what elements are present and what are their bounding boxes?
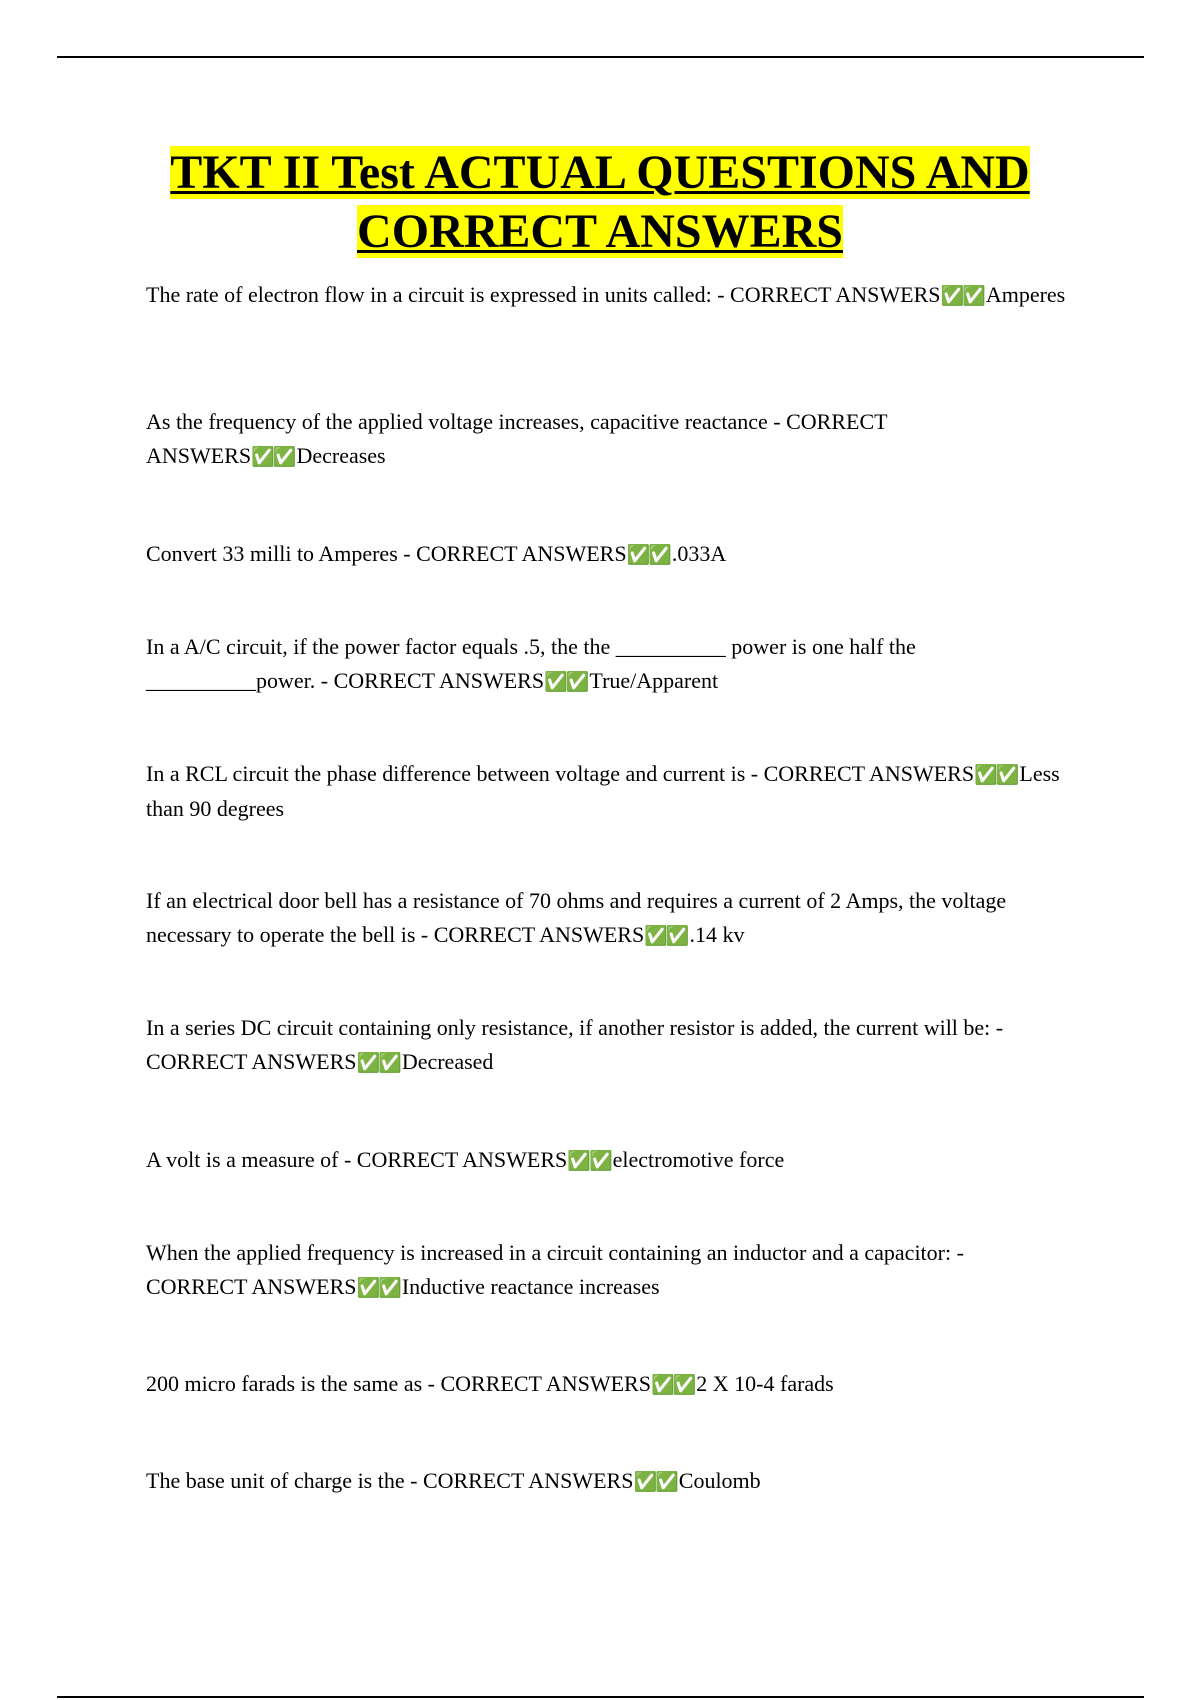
answer-separator: - CORRECT ANSWERS xyxy=(415,922,645,947)
title-line-1: TKT II Test ACTUAL QUESTIONS AND xyxy=(170,146,1030,199)
qa-item xyxy=(146,537,1066,572)
qa-item xyxy=(146,278,1066,313)
check-icon: ✅✅ xyxy=(356,1277,400,1299)
answer-text: True/Apparent xyxy=(589,668,719,693)
answer-text: electromotive force xyxy=(612,1147,785,1172)
qa-item xyxy=(146,1236,1066,1305)
answer-text: Coulomb xyxy=(678,1468,761,1493)
check-icon: ✅✅ xyxy=(633,1471,677,1493)
question-text: The base unit of charge is the xyxy=(146,1468,405,1493)
answer-text: .14 kv xyxy=(689,922,745,947)
qa-item xyxy=(146,405,1066,474)
question-text: As the frequency of the applied voltage increases, capacitive reactance xyxy=(146,409,768,434)
question-text: In a A/C circuit, if the power factor equals .5, the the __________ power is one half the __________power. xyxy=(146,634,916,693)
title-line-2: CORRECT ANSWERS xyxy=(357,205,843,258)
answer-separator: - CORRECT ANSWERS xyxy=(146,1015,1004,1074)
answer-separator: - CORRECT ANSWERS xyxy=(338,1147,568,1172)
qa-item xyxy=(146,1143,1066,1178)
answer-text: Decreased xyxy=(401,1049,494,1074)
check-icon: ✅✅ xyxy=(544,671,588,693)
answer-separator: - CORRECT ANSWERS xyxy=(146,1240,964,1299)
answer-separator: - CORRECT ANSWERS xyxy=(422,1371,651,1396)
answer-separator: - CORRECT ANSWERS xyxy=(315,668,545,693)
bottom-rule xyxy=(57,1696,1144,1698)
check-icon: ✅✅ xyxy=(644,925,688,947)
check-icon: ✅✅ xyxy=(940,285,984,307)
answer-text: Inductive reactance increases xyxy=(401,1274,660,1299)
qa-item xyxy=(146,1464,1066,1499)
qa-item xyxy=(146,757,1066,826)
question-text: In a RCL circuit the phase difference between voltage and current is xyxy=(146,761,746,786)
qa-item xyxy=(146,1011,1066,1080)
qa-item xyxy=(146,630,1066,699)
question-text: The rate of electron flow in a circuit is expressed in units called: xyxy=(146,282,712,307)
qa-item xyxy=(146,1367,1066,1402)
page-title xyxy=(60,143,1140,261)
check-icon: ✅✅ xyxy=(567,1150,611,1172)
answer-separator: - CORRECT ANSWERS xyxy=(146,409,888,468)
qa-item xyxy=(146,884,1066,953)
question-text: If an electrical door bell has a resistance of 70 ohms and requires a current of 2 Amps, the voltage necessary to operate the bell is xyxy=(146,888,1007,947)
check-icon: ✅✅ xyxy=(626,544,670,566)
answer-text: Amperes xyxy=(985,282,1066,307)
top-rule xyxy=(57,56,1144,58)
answer-text: 2 X 10-4 farads xyxy=(696,1371,834,1396)
answer-text: .033A xyxy=(671,541,727,566)
question-text: 200 micro farads is the same as xyxy=(146,1371,423,1396)
answer-text: Decreases xyxy=(296,443,386,468)
question-text: A volt is a measure of xyxy=(146,1147,339,1172)
check-icon: ✅✅ xyxy=(356,1052,400,1074)
answer-separator: - CORRECT ANSWERS xyxy=(745,761,975,786)
question-text: When the applied frequency is increased in a circuit containing an inductor and a capacitor: xyxy=(146,1240,952,1265)
answer-separator: - CORRECT ANSWERS xyxy=(711,282,941,307)
question-text: In a series DC circuit containing only resistance, if another resistor is added, the current will be: xyxy=(146,1015,991,1040)
check-icon: ✅✅ xyxy=(251,446,295,468)
title-block xyxy=(60,143,1140,261)
check-icon: ✅✅ xyxy=(974,764,1018,786)
question-text: Convert 33 milli to Amperes xyxy=(146,541,398,566)
check-icon: ✅✅ xyxy=(650,1374,695,1396)
answer-separator: - CORRECT ANSWERS xyxy=(404,1468,634,1493)
answer-text: Less than 90 degrees xyxy=(146,761,1060,821)
answer-separator: - CORRECT ANSWERS xyxy=(397,541,627,566)
